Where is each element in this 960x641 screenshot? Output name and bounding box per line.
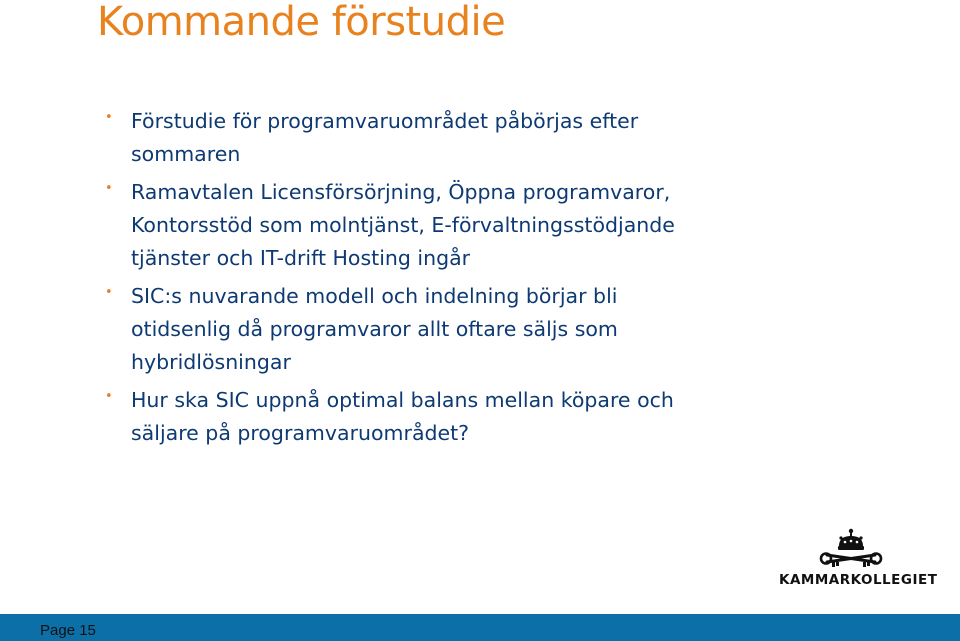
bullet-line: tjänster och IT-drift Hosting ingår <box>131 246 471 270</box>
bullet-line: Kontorsstöd som molntjänst, E-förvaltningsstödjande <box>131 213 675 237</box>
bullet-list <box>103 105 763 455</box>
footer-bar <box>0 614 960 641</box>
bullet-item <box>103 384 763 450</box>
bullet-line: otidsenlig då programvaror allt oftare säljs som <box>131 317 618 341</box>
crown-keys-icon <box>819 528 883 572</box>
bullet-dot-icon: • <box>105 110 113 125</box>
page-number: Page 15 <box>40 622 96 639</box>
bullet-line: Ramavtalen Licensförsörjning, Öppna programvaror, <box>131 180 671 204</box>
bullet-line: Förstudie för programvaruområdet påbörjas efter <box>131 109 639 133</box>
bullet-item <box>103 105 763 171</box>
slide-title: Kommande förstudie <box>97 0 506 45</box>
bullet-line: sommaren <box>131 142 241 166</box>
bullet-line: hybridlösningar <box>131 350 291 374</box>
bullet-line: säljare på programvaruområdet? <box>131 421 470 445</box>
bullet-item <box>103 280 763 379</box>
logo-wordmark: KAMMARKOLLEGIET <box>779 572 938 588</box>
bullet-item <box>103 176 763 275</box>
kammarkollegiet-logo <box>776 528 938 590</box>
bullet-dot-icon: • <box>105 389 113 404</box>
bullet-dot-icon: • <box>105 181 113 196</box>
bullet-line: SIC:s nuvarande modell och indelning börjar bli <box>131 284 618 308</box>
bullet-dot-icon: • <box>105 285 113 300</box>
bullet-line: Hur ska SIC uppnå optimal balans mellan köpare och <box>131 388 674 412</box>
